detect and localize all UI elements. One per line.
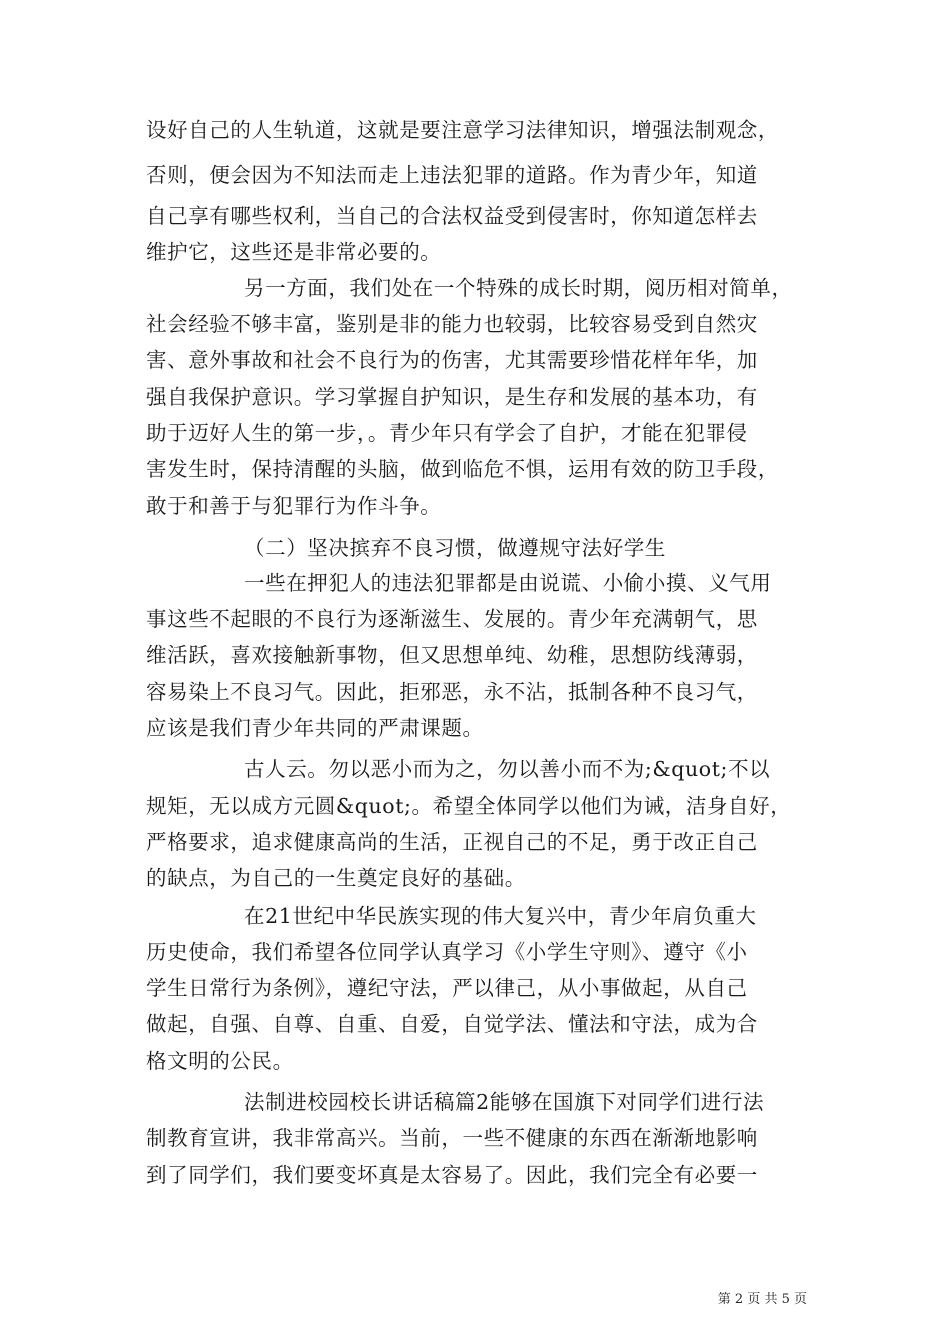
- body-text-line: 维活跃，喜欢接触新事物，但又思想单纯、幼稚，思想防线薄弱，: [146, 643, 758, 667]
- body-text-line: 历史使命，我们希望各位同学认真学习《小学生守则》、遵守《小: [146, 940, 748, 964]
- body-text-line: 敢于和善于与犯罪行为作斗争。: [146, 494, 442, 518]
- body-text-line: 古人云。勿以恶小而为之，勿以善小而不为;&quot;不以: [244, 757, 771, 781]
- body-text-line: 的缺点，为自己的一生奠定良好的基础。: [146, 866, 526, 890]
- body-text-line: 一些在押犯人的违法犯罪都是由说谎、小偷小摸、义气用: [244, 571, 772, 595]
- body-text-line: 容易染上不良习气。因此，拒邪恶，永不沾，抵制各种不良习气，: [146, 680, 758, 704]
- body-text-line: 另一方面，我们处在一个特殊的成长时期，阅历相对简单，: [244, 276, 793, 300]
- body-text-line: 强自我保护意识。学习掌握自护知识，是生存和发展的基本功，有: [146, 385, 758, 409]
- body-text-line: 学生日常行为条例》，遵纪守法，严以律己，从小事做起，从自己: [146, 976, 748, 1000]
- body-text-line: 维护它，这些还是非常必要的。: [146, 240, 442, 264]
- body-text-line: 在21世纪中华民族实现的伟大复兴中，青少年肩负重大: [244, 904, 757, 928]
- section-heading: （二）坚决摈弃不良习惯，做遵规守法好学生: [244, 536, 666, 560]
- body-text-line: 社会经验不够丰富，鉴别是非的能力也较弱，比较容易受到自然灾: [146, 312, 758, 336]
- body-text-line: 设好自己的人生轨道，这就是要注意学习法律知识，增强法制观念，: [146, 118, 779, 142]
- body-text-line: 助于迈好人生的第一步，。青少年只有学会了自护，才能在犯罪侵: [146, 421, 748, 445]
- body-text-line: 格文明的公民。: [146, 1049, 294, 1073]
- body-text-line: 害发生时，保持清醒的头脑，做到临危不惧，运用有效的防卫手段，: [146, 457, 779, 481]
- body-text-line: 事这些不起眼的不良行为逐渐滋生、发展的。青少年充满朝气，思: [146, 607, 758, 631]
- body-text-line: 法制进校园校长讲话稿篇2能够在国旗下对同学们进行法: [244, 1090, 765, 1114]
- body-text-line: 应该是我们青少年共同的严肃课题。: [146, 716, 484, 740]
- body-text-line: 做起，自强、自尊、自重、自爱，自觉学法、懂法和守法，成为合: [146, 1012, 758, 1036]
- page-number-footer: 第 2 页 共 5 页: [717, 1292, 807, 1307]
- body-text-line: 自己享有哪些权利，当自己的合法权益受到侵害时，你知道怎样去: [146, 204, 758, 228]
- body-text-line: 严格要求，追求健康高尚的生活，正视自己的不足，勇于改正自己: [146, 830, 758, 854]
- body-text-line: 到了同学们，我们要变坏真是太容易了。因此，我们完全有必要一: [146, 1163, 758, 1187]
- body-text-line: 害、意外事故和社会不良行为的伤害，尤其需要珍惜花样年华，加: [146, 348, 758, 372]
- body-text-line: 制教育宣讲，我非常高兴。当前，一些不健康的东西在渐渐地影响: [146, 1126, 758, 1150]
- body-text-line: 规矩，无以成方元圆&quot;。希望全体同学以他们为诫，洁身自好，: [146, 794, 792, 818]
- body-text-line: 否则，便会因为不知法而走上违法犯罪的道路。作为青少年，知道: [146, 163, 758, 187]
